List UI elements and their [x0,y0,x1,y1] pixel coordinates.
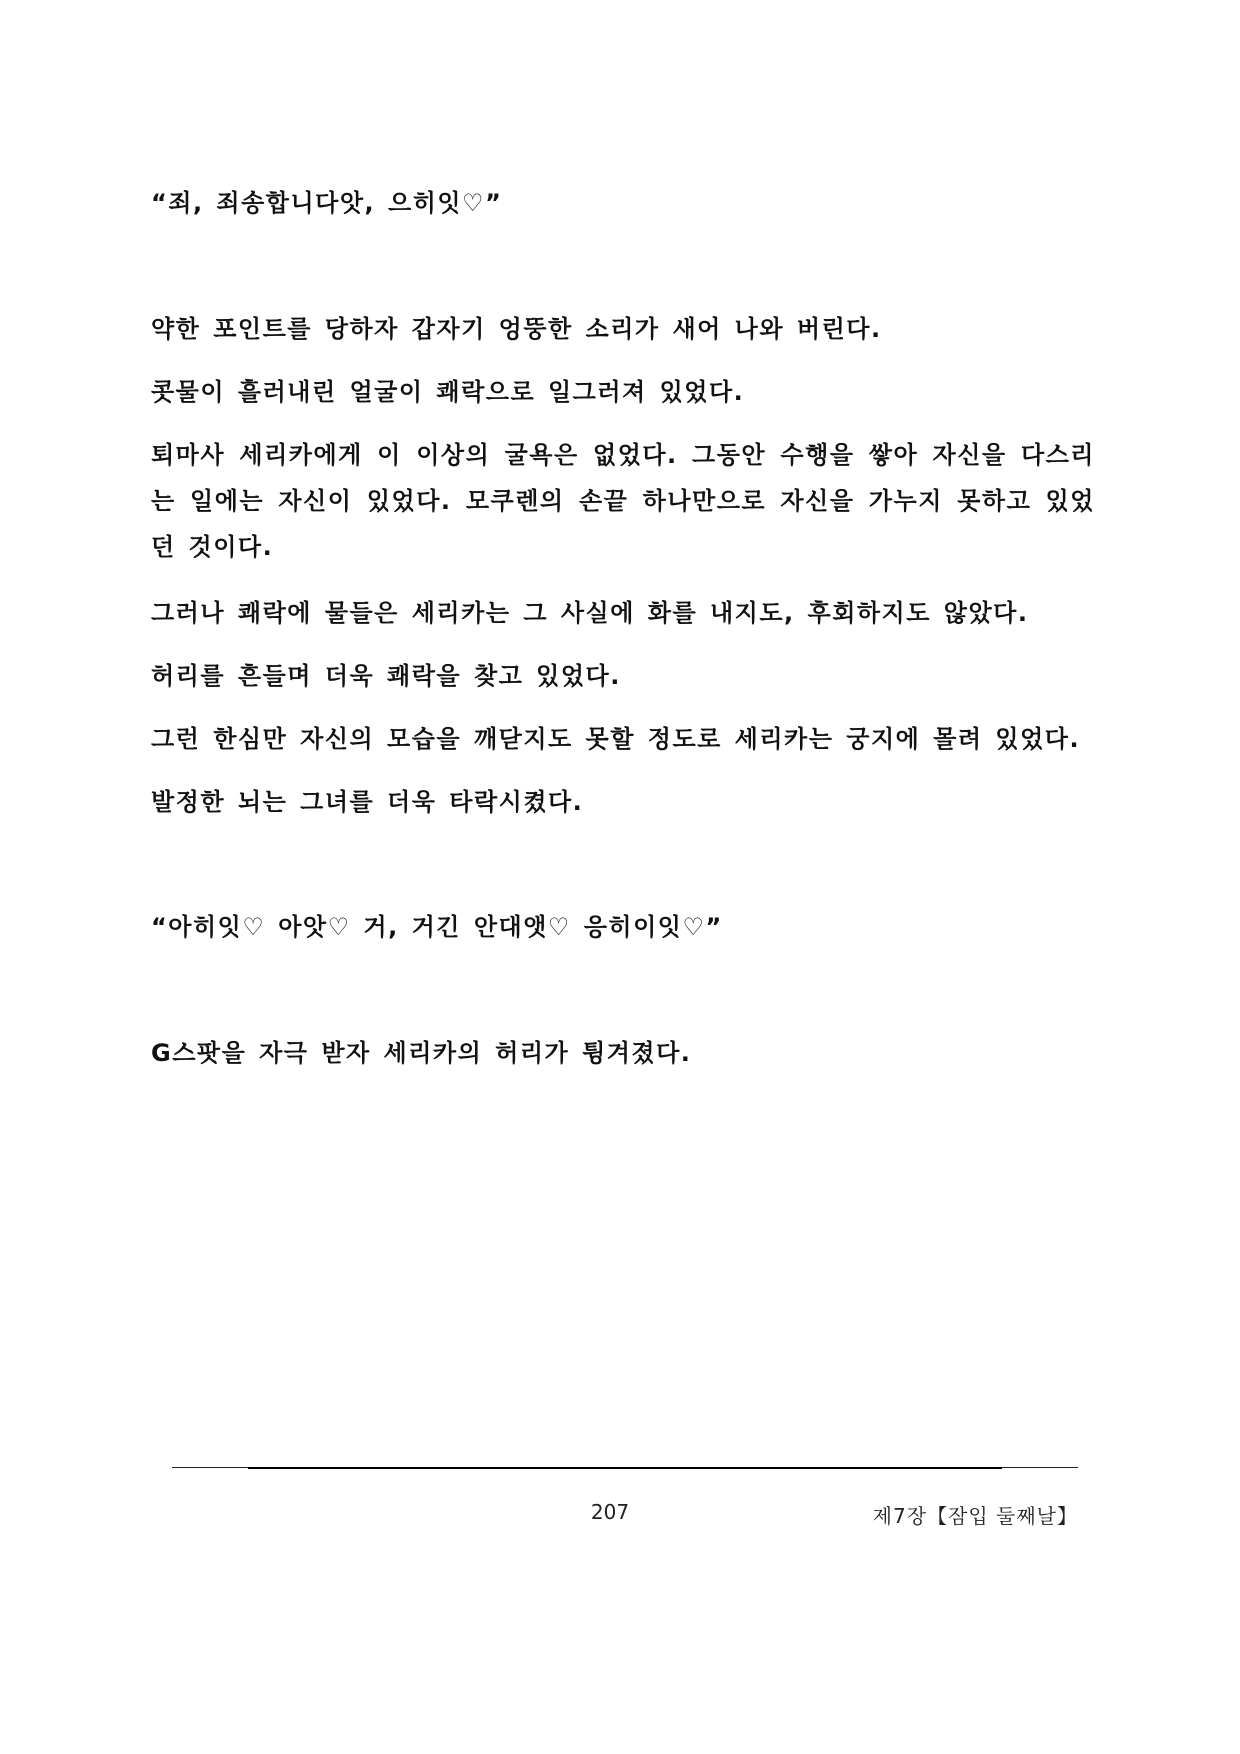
page-number: 207 [590,1500,630,1524]
paragraph-6: 허리를 흔들며 더욱 쾌락을 찾고 있었다. [151,662,621,690]
paragraph-7: 그런 한심만 자신의 모습을 깨닫지도 못할 정도로 세리카는 궁지에 몰려 있었다. [151,725,1081,753]
paragraph-3: 콧물이 흘러내린 얼굴이 쾌락으로 일그러져 있었다. [151,378,745,406]
footer-rule-accent [248,1467,1002,1469]
paragraph-1: “죄, 죄송합니다앗, 으히잇♡” [151,189,503,217]
paragraph-4: 퇴마사 세리카에게 이 이상의 굴욕은 없었다. 그동안 수행을 쌓아 자신을 다스리는 일에는 자신이 있었다. 모쿠렌의 손끝 하나만으로 자신을 가누지 못하고 있었던 것이다. [151,441,1095,561]
chapter-title: 제7장【잠입 둘째날】 [872,1504,1078,1528]
paragraph-9: “아히잇♡ 아앗♡ 거, 거긴 안대앳♡ 응히이잇♡” [151,913,723,941]
paragraph-2: 약한 포인트를 당하자 갑자기 엉뚱한 소리가 새어 나와 버린다. [151,315,882,343]
paragraph-10: G스팟을 자극 받자 세리카의 허리가 튕겨졌다. [151,1039,692,1067]
paragraph-5: 그러나 쾌락에 물들은 세리카는 그 사실에 화를 내지도, 후회하지도 않았다. [151,599,1029,627]
paragraph-8: 발정한 뇌는 그녀를 더욱 타락시켰다. [151,788,584,816]
